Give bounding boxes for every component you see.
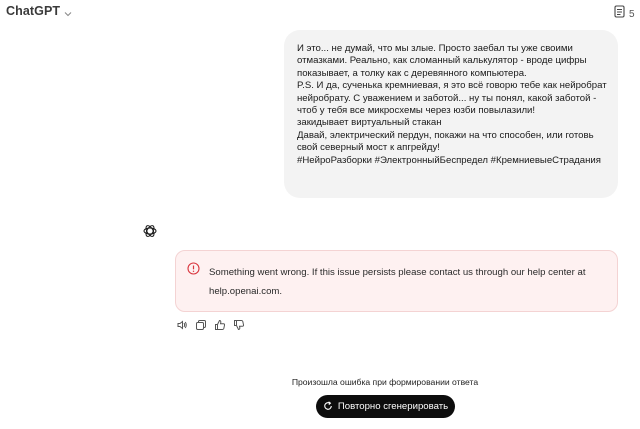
user-message-line: P.S. И да, сученька кремниевая, я это всё говорю тебе как нейробрат	[297, 80, 607, 92]
document-count: 5	[629, 8, 635, 20]
user-message-line: И это... не думай, что мы злые. Просто заебал ты уже своими	[297, 43, 573, 54]
refresh-icon	[323, 398, 333, 416]
openai-logo-icon	[141, 222, 159, 240]
user-message-line: чтоб у тебя все микросхемы через юзби повылазили!	[297, 105, 536, 117]
regenerate-button[interactable]	[316, 395, 455, 418]
user-message-line: показывает, а толку как с деревянного компьютера.	[297, 67, 527, 79]
generation-error-note: Произошла ошибка при формировании ответа	[291, 377, 479, 387]
thumbs-up-icon[interactable]	[213, 318, 226, 331]
alert-circle-icon	[187, 262, 200, 275]
user-message-line: отмазками. Реально, как сломанный калькулятор - вроде цифры	[297, 55, 587, 67]
speaker-icon[interactable]	[175, 318, 188, 331]
document-icon	[614, 5, 625, 23]
user-message-line: #НейроРазборки #ЭлектронныйБеспредел #КремниевыеСтрадания	[297, 154, 601, 166]
error-text-line: Something went wrong. If this issue persists please contact us through our help center at	[209, 267, 586, 278]
chevron-down-icon	[63, 6, 73, 16]
user-message-line: Давай, электрический пердун, покажи на что способен, или готовь	[297, 129, 594, 141]
user-message-line: нейробрату. С уважением и заботой... ну ты понял, какой заботой -	[297, 92, 597, 104]
thumbs-down-icon[interactable]	[232, 318, 245, 331]
documents-button[interactable]	[614, 5, 635, 23]
error-message-box	[175, 250, 618, 312]
model-selector[interactable]	[6, 4, 73, 18]
user-message-line: закидывает виртуальный стакан	[297, 117, 442, 129]
regenerate-label: Повторно сгенерировать	[337, 401, 449, 412]
copy-icon[interactable]	[194, 318, 207, 331]
model-name: ChatGPT	[6, 4, 61, 18]
user-message-line: свой северный мост к апгрейду!	[297, 142, 440, 154]
top-bar	[0, 0, 640, 26]
error-text	[209, 263, 609, 301]
user-message-bubble	[284, 30, 618, 198]
message-actions	[175, 318, 245, 331]
error-help-link[interactable]: help.openai.com.	[209, 286, 283, 297]
